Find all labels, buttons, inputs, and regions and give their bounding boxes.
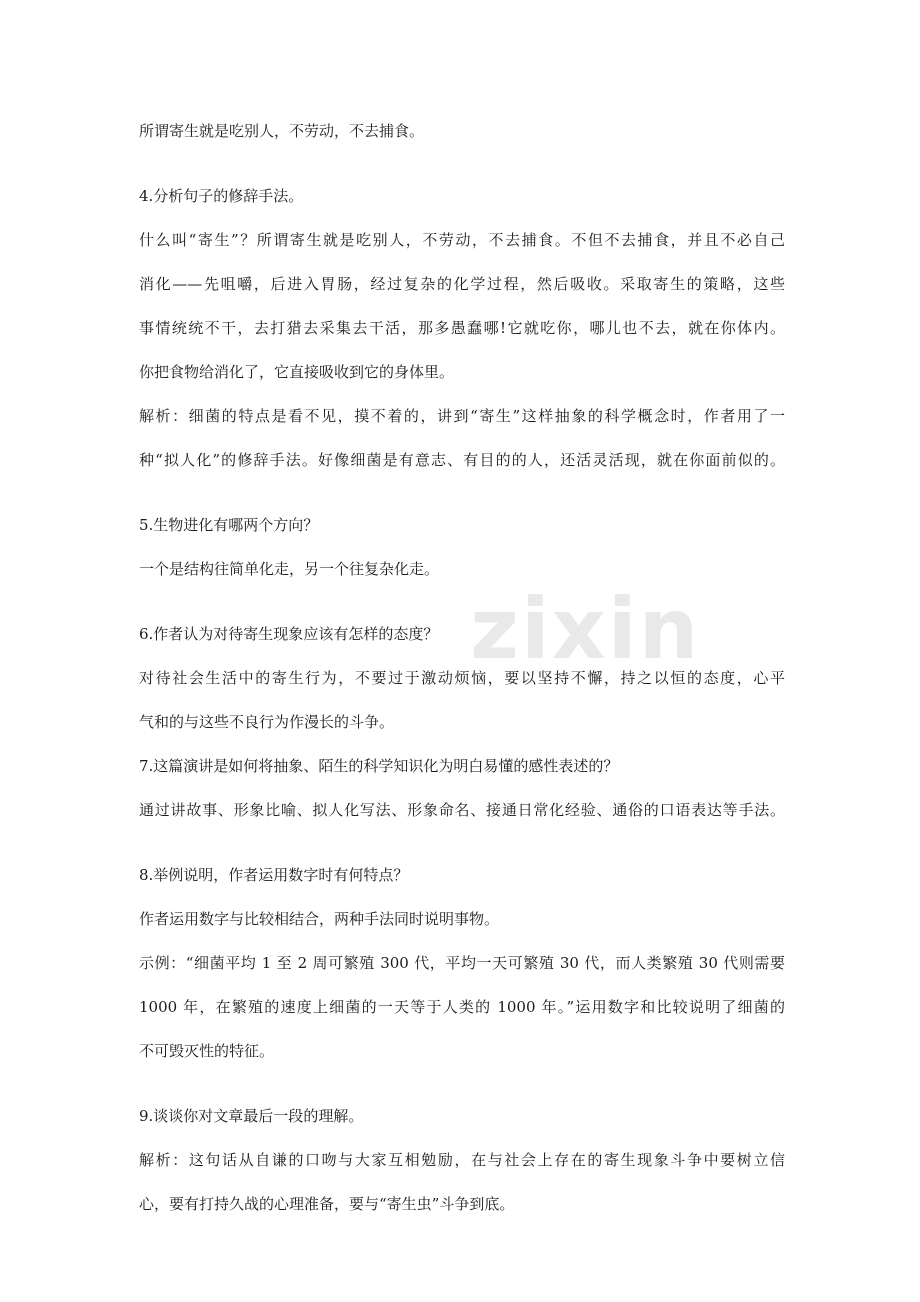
answer-line: 对待社会生活中的寄生行为，不要过于激动烦恼，要以坚持不懈，持之以恒的态度，心平: [139, 669, 785, 687]
analysis-line: 解析：细菌的特点是看不见，摸不着的，讲到“寄生”这样抽象的科学概念时，作者用了一: [139, 407, 785, 425]
question-heading: 6.作者认为对待寄生现象应该有怎样的态度？: [139, 625, 439, 643]
example-line: 示例：“细菌平均 1 至 2 周可繁殖 300 代，平均一天可繁殖 30 代，而人类繁殖 30 代则需要: [139, 954, 785, 972]
question-heading: 5.生物进化有哪两个方向？: [139, 516, 319, 534]
document-page: [139, 112, 785, 1272]
analysis-line: 解析：这句话从自谦的口吻与大家互相勉励，在与社会上存在的寄生现象斗争中要树立信: [139, 1151, 785, 1169]
watermark-text: zixin: [470, 580, 701, 678]
question-heading: 7.这篇演讲是如何将抽象、陌生的科学知识化为明白易懂的感性表述的？: [139, 757, 619, 775]
analysis-line: 心，要有打持久战的心理准备，要与“寄生虫”斗争到底。: [139, 1195, 515, 1213]
paragraph-line: 事情统统不干，去打猎去采集去干活，那多愚蠢哪!它就吃你，哪儿也不去，就在你体内。: [139, 319, 785, 337]
paragraph-line: 什么叫“寄生”？所谓寄生就是吃别人，不劳动，不去捕食。不但不去捕食，并且不必自己: [139, 231, 785, 249]
paragraph-line: 你把食物给消化了，它直接吸收到它的身体里。: [139, 363, 455, 381]
answer-line: 一个是结构往简单化走，另一个往复杂化走。: [139, 560, 440, 578]
example-line: 不可毁灭性的特征。: [139, 1042, 275, 1060]
answer-line: 通过讲故事、形象比喻、拟人化写法、形象命名、接通日常化经验、通俗的口语表达等手法。: [139, 801, 785, 819]
question-heading: 4.分析句子的修辞手法。: [139, 187, 304, 205]
paragraph-line: 消化——先咀嚼，后进入胃肠，经过复杂的化学过程，然后吸收。采取寄生的策略，这些: [139, 275, 785, 293]
answer-line: 气和的与这些不良行为作漫长的斗争。: [139, 713, 395, 731]
question-heading: 9.谈谈你对文章最后一段的理解。: [139, 1107, 364, 1125]
question-heading: 8.举例说明，作者运用数字时有何特点？: [139, 866, 409, 884]
answer-line: 作者运用数字与比较相结合，两种手法同时说明事物。: [139, 910, 500, 928]
analysis-line: 种“拟人化”的修辞手法。好像细菌是有意志、有目的的人，还活灵活现，就在你面前似的。: [139, 451, 785, 469]
example-line: 1000 年，在繁殖的速度上细菌的一天等于人类的 1000 年。”运用数字和比较说明了细菌的: [139, 998, 785, 1016]
answer-line: 所谓寄生就是吃别人，不劳动，不去捕食。: [139, 122, 425, 140]
